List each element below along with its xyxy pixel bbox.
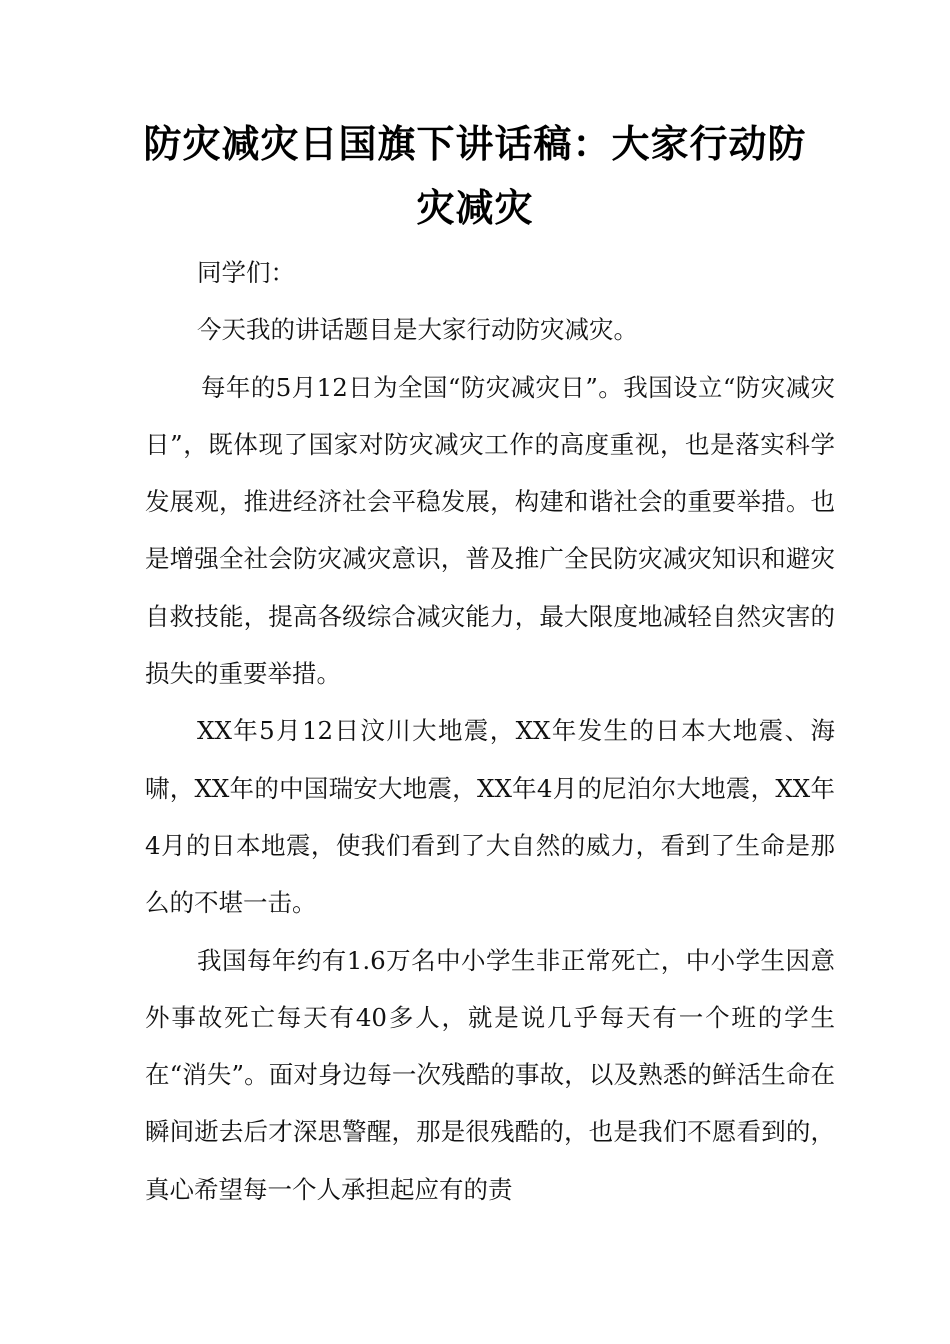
paragraph-greeting: 同学们： [197, 258, 295, 287]
paragraph-topic: 今天我的讲话题目是大家行动防灾减灾。 [197, 315, 638, 345]
document-title: 防灾减灾日国旗下讲话稿：大家行动防灾减灾 [143, 122, 807, 230]
paragraph-student-safety: 我国每年约有1.6万名中小学生非正常死亡，中小学生因意外事故死亡每天有40多人，就是说几乎每天有一个班的学生在“消失”。面对身边每一次残酷的事故，以及熟悉的鲜活生命在瞬间逝去后才深思警醒，那是很残酷的，也是我们不愿看到的，真心希望每一个人承担起应有的责 [145, 945, 835, 1204]
paragraph-disaster-day: 每年的5月12日为全国“防灾减灾日”。我国设立“防灾减灾日”，既体现了国家对防灾减灾工作的高度重视，也是落实科学发展观，推进经济社会平稳发展，构建和谐社会的重要举措。也是增强全社会防灾减灾意识，普及推广全民防灾减灾知识和避灾自救技能，提高各级综合减灾能力，最大限度地减轻自然灾害的损失的重要举措。 [145, 372, 835, 689]
document-body [145, 244, 835, 1218]
paragraph-earthquakes: XX年5月12日汶川大地震，XX年发生的日本大地震、海啸，XX年的中国瑞安大地震，XX年4月的尼泊尔大地震，XX年4月的日本地震，使我们看到了大自然的威力，看到了生命是那么的不堪一击。 [145, 716, 835, 918]
